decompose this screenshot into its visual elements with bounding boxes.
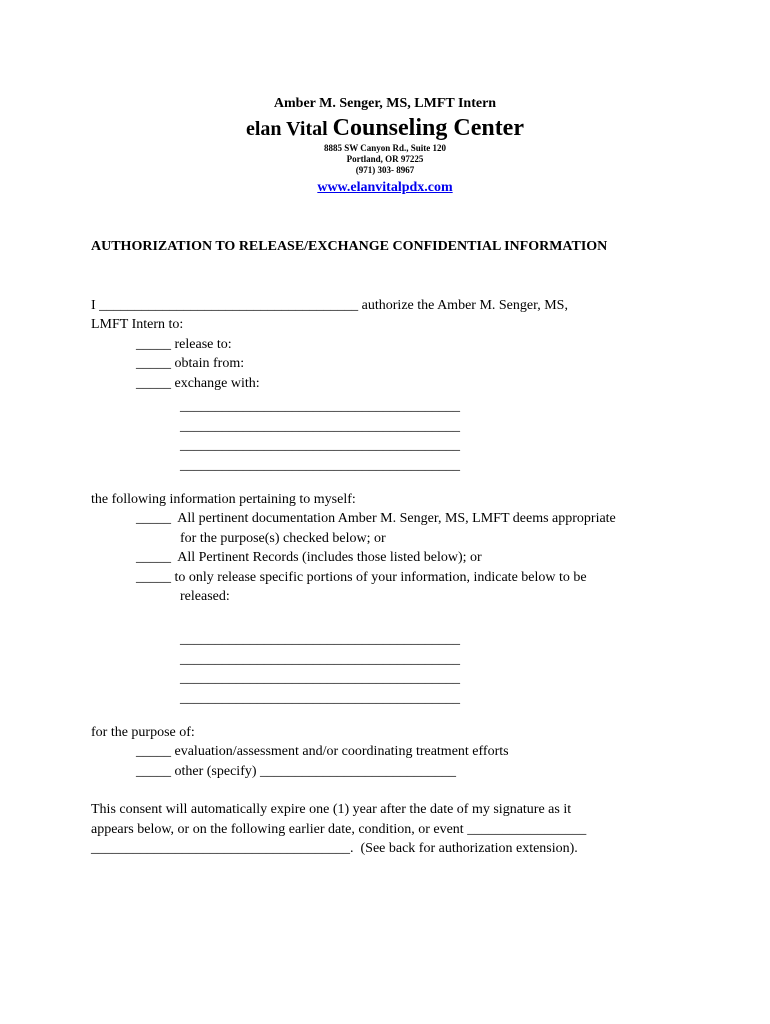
release-line: ________________________________________ — [180, 652, 460, 667]
release-line: ________________________________________ — [180, 691, 460, 706]
center-name-part1: elan Vital — [245, 118, 333, 140]
form-title: AUTHORIZATION TO RELEASE/EXCHANGE CONFIDENTIAL INFORMATION — [91, 239, 608, 254]
recipient-line: ________________________________________ — [180, 438, 460, 453]
info-option-specific-cont: released: — [180, 589, 230, 604]
center-name-part2: Counseling Center — [332, 115, 524, 141]
info-intro: the following information pertaining to myself: — [91, 492, 356, 507]
provider-name: Amber M. Senger, MS, LMFT Intern — [273, 96, 497, 111]
purpose-option-other: _____ other (specify) ____________________________ — [136, 764, 457, 779]
address-line2: Portland, OR 97225 — [346, 154, 424, 164]
release-line: ________________________________________ — [180, 671, 460, 686]
release-line: ________________________________________ — [180, 632, 460, 647]
info-option-all-documentation-cont: for the purpose(s) checked below; or — [180, 531, 386, 546]
consent-line3: _____________________________________. (See back for authorization extension). — [91, 841, 578, 856]
consent-line1: This consent will automatically expire one (1) year after the date of my signature as it — [91, 802, 572, 817]
option-obtain-from: _____ obtain from: — [136, 356, 245, 371]
recipient-line: ________________________________________ — [180, 399, 460, 414]
purpose-intro: for the purpose of: — [91, 725, 195, 740]
center-name — [0, 114, 770, 143]
info-option-all-records: _____ All Pertinent Records (includes those listed below); or — [136, 550, 482, 565]
intro-line2: LMFT Intern to: — [91, 317, 184, 332]
option-release-to: _____ release to: — [136, 337, 232, 352]
intro-line1: I _____________________________________ authorize the Amber M. Senger, MS, — [91, 298, 568, 313]
phone: (971) 303- 8967 — [355, 165, 415, 175]
option-exchange-with: _____ exchange with: — [136, 376, 260, 391]
consent-line2: appears below, or on the following earlier date, condition, or event _________________ — [91, 822, 587, 837]
address-line1: 8885 SW Canyon Rd., Suite 120 — [323, 143, 447, 153]
recipient-line: ________________________________________ — [180, 419, 460, 434]
recipient-line: ________________________________________ — [180, 458, 460, 473]
website-link[interactable]: www.elanvitalpdx.com — [317, 180, 453, 195]
purpose-option-evaluation: _____ evaluation/assessment and/or coordinating treatment efforts — [136, 744, 509, 759]
info-option-specific: _____ to only release specific portions of your information, indicate below to be — [136, 570, 587, 585]
info-option-all-documentation: _____ All pertinent documentation Amber M. Senger, MS, LMFT deems appropriate — [136, 511, 616, 526]
